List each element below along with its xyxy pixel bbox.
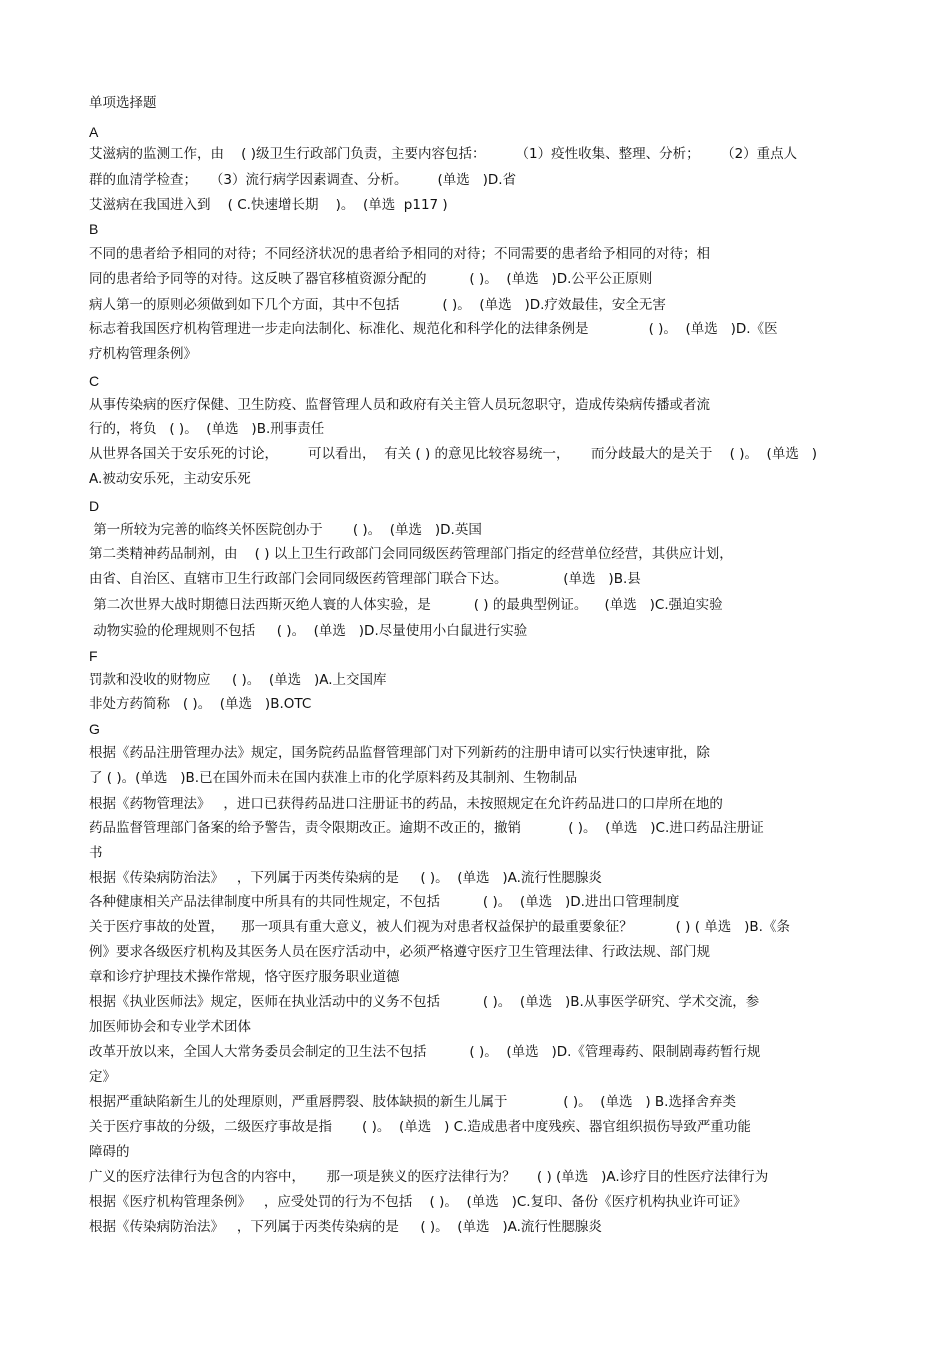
question-line: 第二次世界大战时期德日法西斯灭绝人寰的人体实验，是 ( ) 的最典型例证。 (单选 )C.强迫实验 — [89, 597, 723, 613]
section-letter: B — [89, 221, 99, 237]
question-line: 根据《执业医师法》规定，医师在执业活动中的义务不包括 ( )。 (单选 )B.从事医学研究、学术交流，参 — [89, 994, 760, 1010]
question-line: 群的血清学检查； （3）流行病学因素调查、分析。 (单选 )D.省 — [89, 172, 517, 188]
question-line: 广义的医疗法律行为包含的内容中， 那一项是狭义的医疗法律行为？ ( ) (单选 )A.诊疗目的性医疗法律行为 — [89, 1169, 769, 1185]
question-line: 艾滋病在我国进入到 ( C.快速增长期 )。 (单选 p117 ) — [89, 197, 448, 213]
question-line: 从世界各国关于安乐死的讨论， 可以看出， 有关 ( ) 的意见比较容易统一， 而分歧最大的是关于 ( )。 (单选 ) — [89, 446, 817, 462]
question-line: 根据《传染病防治法》 ，下列属于丙类传染病的是 ( )。 (单选 )A.流行性腮腺炎 — [89, 870, 602, 886]
question-line: 行的，将负 ( )。 (单选 )B.刑事责任 — [89, 421, 325, 437]
question-line: 障碍的 — [89, 1144, 130, 1160]
question-line: 疗机构管理条例》 — [89, 346, 197, 362]
question-line: 罚款和没收的财物应 ( )。 (单选 )A.上交国库 — [89, 672, 387, 688]
page-title: 单项选择题 — [89, 95, 157, 111]
question-line: 书 — [89, 845, 103, 861]
question-line: 根据《药物管理法》 ，进口已获得药品进口注册证书的药品，未按照规定在允许药品进口的口岸所在地的 — [89, 796, 723, 812]
question-line: 根据严重缺陷新生儿的处理原则，严重唇腭裂、肢体缺损的新生儿属于 ( )。 (单选 ) B.选择舍弃类 — [89, 1094, 736, 1110]
question-line: 关于医疗事故的处置， 那一项具有重大意义，被人们视为对患者权益保护的最重要象征？ ( ) ( 单选 )B.《条 — [89, 919, 790, 935]
question-line: 同的患者给予同等的对待。这反映了器官移植资源分配的 ( )。 (单选 )D.公平公正原则 — [89, 271, 653, 287]
question-line: 第一所较为完善的临终关怀医院创办于 ( )。 (单选 )D.英国 — [89, 522, 482, 538]
section-letter: F — [89, 648, 98, 664]
question-line: A.被动安乐死，主动安乐死 — [89, 471, 251, 487]
question-line: 从事传染病的医疗保健、卫生防疫、监督管理人员和政府有关主管人员玩忽职守，造成传染病传播或者流 — [89, 397, 710, 413]
question-line: 非处方药简称 ( )。 (单选 )B.OTC — [89, 696, 312, 712]
section-letter: A — [89, 124, 99, 140]
question-line: 根据《医疗机构管理条例》 ，应受处罚的行为不包括 ( )。 (单选 )C.复印、备份《医疗机构执业许可证》 — [89, 1194, 747, 1210]
section-letter: G — [89, 721, 100, 737]
question-line: 关于医疗事故的分级，二级医疗事故是指 ( )。 (单选 ) C.造成患者中度残疾、器官组织损伤导致严重功能 — [89, 1119, 751, 1135]
section-letter: D — [89, 498, 100, 514]
question-line: 章和诊疗护理技术操作常规，恪守医疗服务职业道德 — [89, 969, 400, 985]
section-letter: C — [89, 373, 100, 389]
question-line: 了 ( )。(单选 )B.已在国外而未在国内获准上市的化学原料药及其制剂、生物制品 — [89, 770, 578, 786]
question-line: 根据《传染病防治法》 ，下列属于丙类传染病的是 ( )。 (单选 )A.流行性腮腺炎 — [89, 1219, 602, 1235]
question-line: 由省、自治区、直辖市卫生行政部门会同同级医药管理部门联合下达。 (单选 )B.县 — [89, 571, 641, 587]
question-line: 标志着我国医疗机构管理进一步走向法制化、标准化、规范化和科学化的法律条例是 ( )。 (单选 )D.《医 — [89, 321, 778, 337]
question-line: 病人第一的原则必须做到如下几个方面，其中不包括 ( )。 (单选 )D.疗效最佳，安全无害 — [89, 297, 666, 313]
question-line: 第二类精神药品制剂，由 ( ) 以上卫生行政部门会同同级医药管理部门指定的经营单位经营，其供应计划， — [89, 546, 733, 562]
question-line: 加医师协会和专业学术团体 — [89, 1019, 251, 1035]
question-line: 定》 — [89, 1069, 116, 1085]
question-line: 动物实验的伦理规则不包括 ( )。 (单选 )D.尽量使用小白鼠进行实验 — [89, 623, 528, 639]
question-line: 各种健康相关产品法律制度中所具有的共同性规定，不包括 ( )。 (单选 )D.进出口管理制度 — [89, 894, 680, 910]
question-line: 艾滋病的监测工作，由 ( )级卫生行政部门负责，主要内容包括： （1）疫性收集、整理、分析； （2）重点人 — [89, 146, 798, 162]
question-line: 不同的患者给予相同的对待；不同经济状况的患者给予相同的对待；不同需要的患者给予相同的对待；相 — [89, 246, 710, 262]
question-line: 例》要求各级医疗机构及其医务人员在医疗活动中，必须严格遵守医疗卫生管理法律、行政法规、部门规 — [89, 944, 710, 960]
question-line: 根据《药品注册管理办法》规定，国务院药品监督管理部门对下列新药的注册申请可以实行快速审批，除 — [89, 745, 710, 761]
question-line: 药品监督管理部门备案的给予警告，责令限期改正。逾期不改正的，撤销 ( )。 (单选 )C.进口药品注册证 — [89, 820, 764, 836]
question-line: 改革开放以来，全国人大常务委员会制定的卫生法不包括 ( )。 (单选 )D.《管理毒药、限制剧毒药暂行规 — [89, 1044, 761, 1060]
